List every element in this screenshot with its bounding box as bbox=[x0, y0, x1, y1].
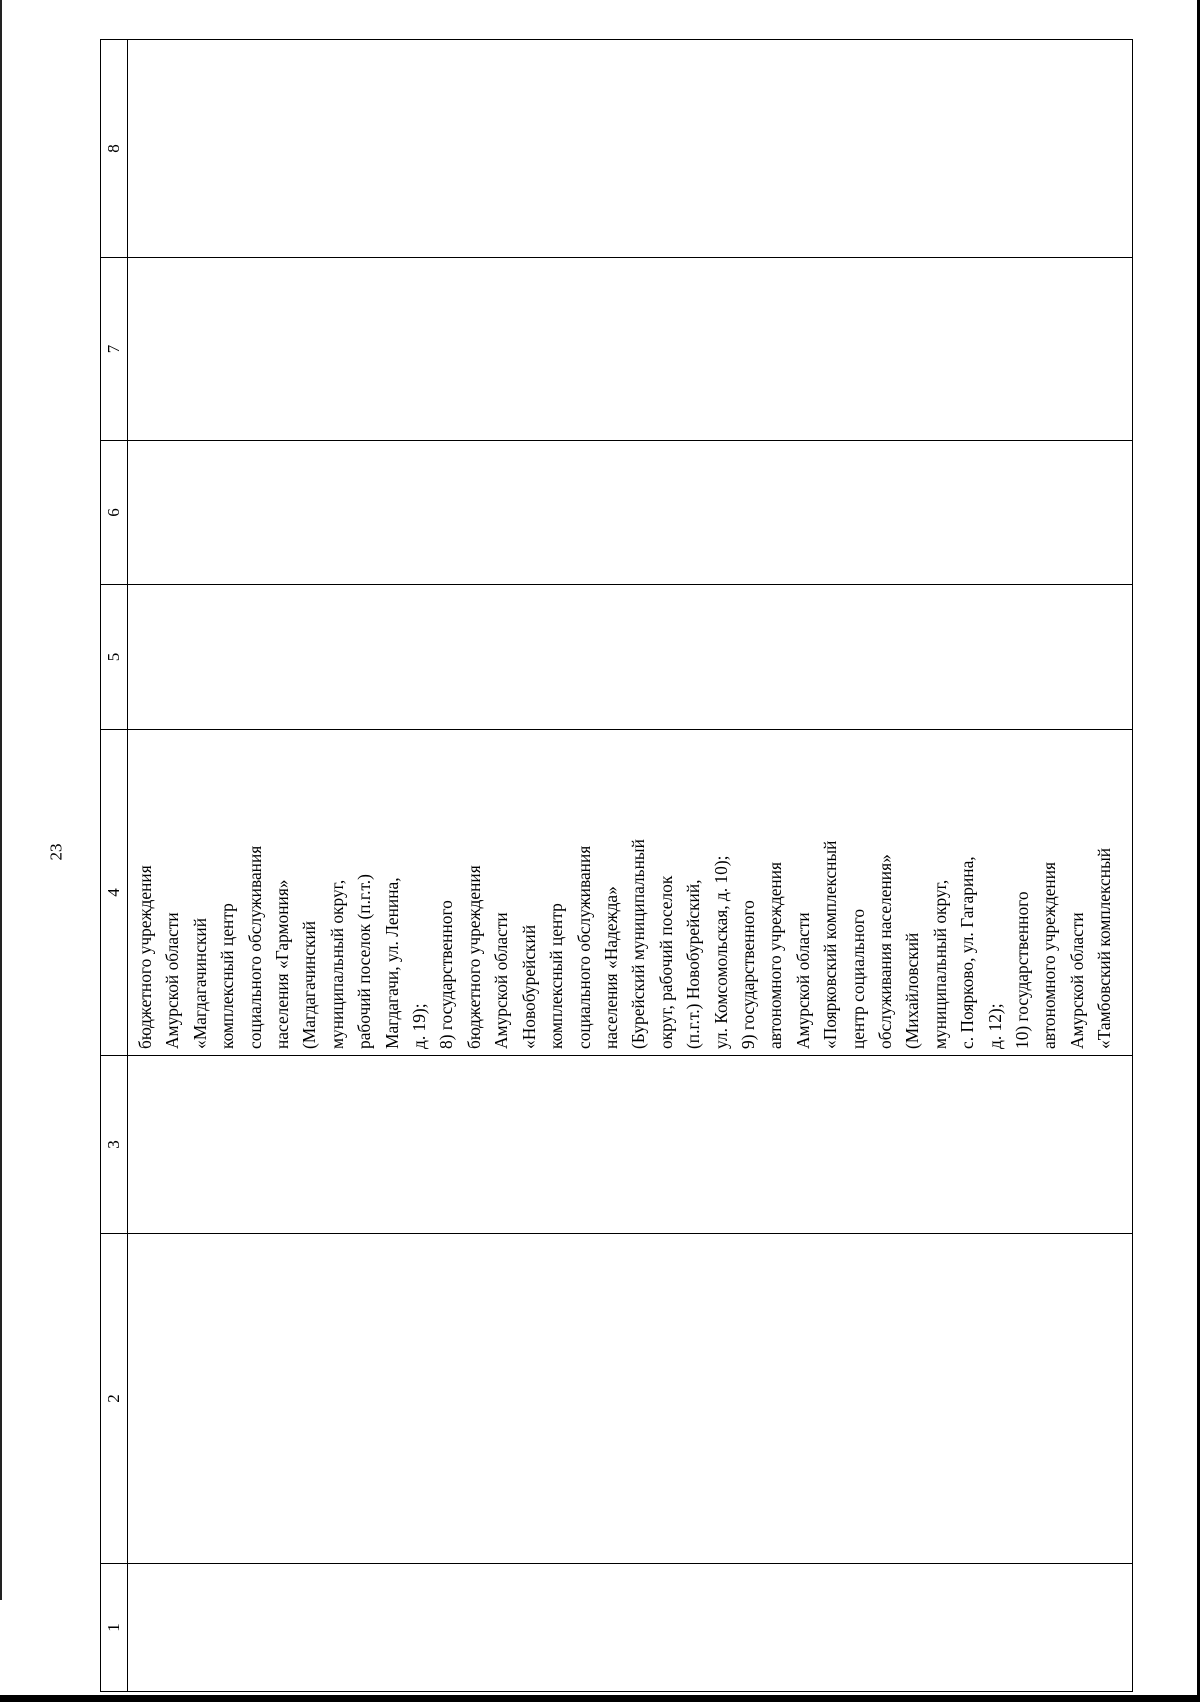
page-number: 23 bbox=[46, 843, 66, 861]
column-header-3: 3 bbox=[101, 1056, 128, 1234]
cell-text bbox=[128, 258, 132, 440]
column-header-5: 5 bbox=[101, 585, 128, 730]
table-cell-7 bbox=[128, 258, 1133, 441]
cell-text bbox=[128, 1056, 132, 1233]
cell-text bbox=[128, 1234, 132, 1563]
cell-text bbox=[128, 441, 132, 584]
cell-text bbox=[128, 585, 132, 729]
scan-edge-bottom bbox=[0, 1695, 1200, 1702]
column-header-6: 6 bbox=[101, 441, 128, 585]
table-header-row bbox=[101, 40, 128, 1692]
rotated-table-container bbox=[100, 40, 1133, 1692]
column-header-8: 8 bbox=[101, 40, 128, 258]
table-cell-4 bbox=[128, 730, 1133, 1056]
document-table bbox=[100, 39, 1133, 1692]
cell-text bbox=[128, 40, 132, 257]
table-cell-6 bbox=[128, 441, 1133, 585]
cell-text bbox=[128, 1564, 132, 1691]
scan-edge-left bbox=[0, 0, 2, 1600]
table-cell-5 bbox=[128, 585, 1133, 730]
column-header-1: 1 bbox=[101, 1564, 128, 1692]
cell-text-institutions: бюджетного учреждения Амурской области «Магдагачинский комплексный центр социального обслуживания населения «Гармония» (Магдагачинский муниципальный округ, рабочий поселок (п.г.т.) Магдагачи, ул. Ленина, д. 19); 8) государственного бюджетного учреждения Амурской области «Новобурейский комплексный центр социального обслуживания населения «Надежда» (Бурейский муниципальный округ, рабочий поселок (п.г.т.) Новобурейский, ул. Комсомольская, д. 10); 9) государственного автономного учреждения Амурской области «Поярковский комплексный центр социального обслуживания населения» (Михайловский муниципальный округ, с. Поярково, ул. Гагарина, д. 12); 10) государственного автономного учреждения Амурской области «Тамбовский комплексный bbox=[135, 839, 1115, 1049]
column-header-7: 7 bbox=[101, 258, 128, 441]
table-cell-1 bbox=[128, 1564, 1133, 1692]
table-cell-8 bbox=[128, 40, 1133, 258]
table-row bbox=[128, 40, 1133, 1692]
column-header-4: 4 bbox=[101, 730, 128, 1056]
table-cell-3 bbox=[128, 1056, 1133, 1234]
table-cell-2 bbox=[128, 1234, 1133, 1564]
column-header-2: 2 bbox=[101, 1234, 128, 1564]
